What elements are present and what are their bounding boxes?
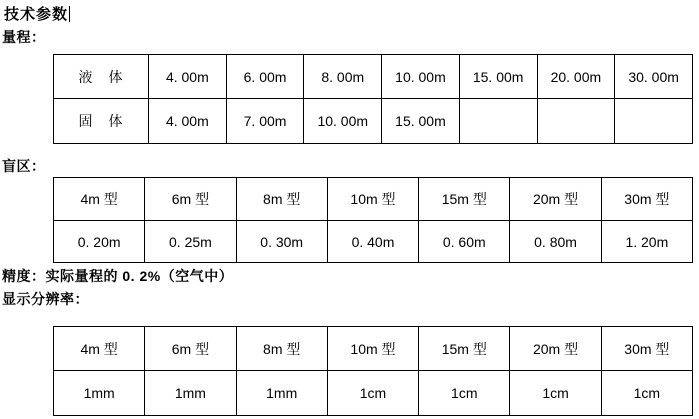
- column-header: 15m 型: [419, 178, 510, 221]
- range-label: 量程：: [2, 29, 46, 45]
- row-header-liquid: 液 体: [54, 55, 149, 99]
- blind-zone-table: [53, 177, 693, 263]
- table-cell: 1cm: [327, 371, 418, 416]
- table-cell: 0. 60m: [419, 221, 510, 263]
- table-cell: 4. 00m: [149, 99, 227, 144]
- column-header: 6m 型: [145, 327, 236, 371]
- range-table-row-liquid: [54, 55, 693, 99]
- range-table: [53, 54, 693, 144]
- column-header: 10m 型: [327, 327, 418, 371]
- column-header: 20m 型: [510, 178, 601, 221]
- table-cell: 1cm: [510, 371, 601, 416]
- blind-zone-value-row: [54, 221, 693, 263]
- page-title: [4, 3, 70, 24]
- column-header: 8m 型: [236, 178, 327, 221]
- table-cell: 20. 00m: [537, 55, 615, 99]
- column-header: 4m 型: [54, 178, 145, 221]
- table-cell: 10. 00m: [304, 99, 382, 144]
- range-table-row-solid: [54, 99, 693, 144]
- table-cell: 7. 00m: [226, 99, 304, 144]
- blind-zone-header-row: [54, 178, 693, 221]
- column-header: 4m 型: [54, 327, 145, 371]
- blind-zone-label: 盲区：: [2, 158, 46, 174]
- text-cursor: [69, 6, 70, 22]
- column-header: 30m 型: [601, 327, 692, 371]
- table-cell: 1mm: [236, 371, 327, 416]
- resolution-table: [53, 326, 693, 416]
- column-header: 15m 型: [419, 327, 510, 371]
- table-cell: 8. 00m: [304, 55, 382, 99]
- table-cell: 0. 40m: [327, 221, 418, 263]
- table-cell: 4. 00m: [149, 55, 227, 99]
- table-cell: 30. 00m: [615, 55, 693, 99]
- column-header: 30m 型: [601, 178, 692, 221]
- table-cell: 0. 30m: [236, 221, 327, 263]
- column-header: 20m 型: [510, 327, 601, 371]
- column-header: 10m 型: [327, 178, 418, 221]
- table-cell: 6. 00m: [226, 55, 304, 99]
- table-cell: 15. 00m: [459, 55, 537, 99]
- resolution-header-row: [54, 327, 693, 371]
- table-cell: [459, 99, 537, 144]
- resolution-value-row: [54, 371, 693, 416]
- table-cell: 1cm: [601, 371, 692, 416]
- table-cell: 10. 00m: [382, 55, 460, 99]
- table-cell: 0. 25m: [145, 221, 236, 263]
- page-title-text: 技术参数: [4, 6, 69, 23]
- table-cell: [615, 99, 693, 144]
- column-header: 6m 型: [145, 178, 236, 221]
- table-cell: 0. 20m: [54, 221, 145, 263]
- row-header-solid: 固 体: [54, 99, 149, 144]
- table-cell: [537, 99, 615, 144]
- table-cell: 15. 00m: [382, 99, 460, 144]
- table-cell: 1mm: [145, 371, 236, 416]
- accuracy-line: 精度：实际量程的 0. 2%（空气中）: [2, 268, 234, 284]
- column-header: 8m 型: [236, 327, 327, 371]
- table-cell: 0. 80m: [510, 221, 601, 263]
- table-cell: 1mm: [54, 371, 145, 416]
- resolution-label: 显示分辨率：: [2, 291, 89, 307]
- table-cell: 1. 20m: [601, 221, 692, 263]
- table-cell: 1cm: [419, 371, 510, 416]
